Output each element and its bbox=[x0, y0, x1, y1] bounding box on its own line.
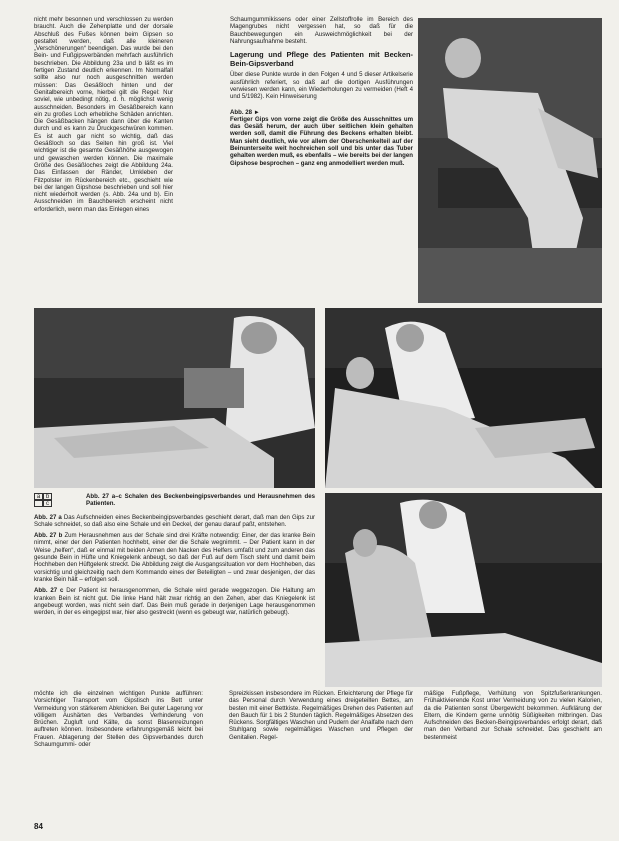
figure-27a-label: Abb. 27 a bbox=[34, 513, 62, 521]
text-column-bottom-3 bbox=[424, 690, 602, 812]
photo-fig-27b bbox=[325, 308, 602, 488]
figure-27-title: Abb. 27 a–c Schalen des Beckenbeingipsverbandes und Herausnehmen des Patienten. bbox=[86, 493, 315, 508]
figure-27c-label: Abb. 27 c bbox=[34, 587, 64, 595]
photo-fig-28 bbox=[418, 18, 602, 303]
figure-position-key bbox=[34, 493, 52, 507]
key-cell-c: c bbox=[43, 500, 52, 507]
body-paragraph: nicht mehr besonnen und verschlossen zu werden braucht. Auch die Zehenplatte und der dorsale Abschluß des Fußes können beim Gipsen so gestaltet werden, daß alle kleineren „Verschönerungen“ beendigen. Das wurde bei den Bein- und Fußgipsverbänden mehrfach ausführlich beschrieben. Die Abbildung 23a und b läßt es im fertigen Zustand deutlich erkennen. Im Normalfall sollte also nur noch ausgeschnitten werden müssen: Das Gesäßloch hinten und der Genitalbereich vorne, hierbei gilt die Regel: Nur soviel, wie unbedingt nötig, d. h. möglichst wenig ausschneiden. Besonders im Gesäßbereich kann ein zu großes Loch erhebliche Schäden anrichten. Die Gesäßbacken hängen dann über die Kanten durch und es kann zu Druckgeschwüren kommen. Es ist auch gar nicht so wichtig, daß das Gesäßloch so das Seiten hin groß ist. Viel wichtiger ist die gesamte Gesäßhöhe ausgewogen und gewaschen werden können. Die maximale Größe des Gesäßloches zeigt die Abbildung 24a. Das Einfassen der Ränder, Umkleben der Filzpolster im Rückenbereich etc., geschieht wie bei der langen Gipshose beschrieben und soll hier nicht wiederholt werden (s. Abb. 24a und b). Ein Ausschneiden im Bauchbereich erscheint nicht erforderlich, wenn man das Einlegen eines bbox=[34, 16, 173, 213]
figure-27b-caption: Zum Herausnehmen aus der Schale sind drei Kräfte notwendig: Einer, der das kranke Bein nimmt, einer der den Patienten hochhebt, einer der die Schale wegnimmt. – Der Patient kann in der Weise „helfen“, daß er einmal mit beiden Armen den Nacken des Helfers umfaßt und zum anderen das gesunde Bein in Hüfte und Kniegelenk anbeugt, so daß der Fuß auf dem Tisch steht und damit beim Hochheben den Hüftgelenk streckt. Die Abbildung zeigt die Ausgangssituation vor dem Hochheben, das vorsichtig und gleichzeitig nach dem Kommando eines der Beteiligten – und zwar desjenigen, der das kranke Bein hält – erfolgen soll. bbox=[34, 532, 315, 583]
body-paragraph: mäßige Fußpflege, Verhütung von Spitzfußerkrankungen. Frühaktivierende Kost unter Vermeidung von zu vielen Kalorien, da die Patienten sonst Übergewicht bekommen. Aufklärung der Eltern, die Kindern gerne unnötig Süßigkeiten mitbringen. Das Aufschneiden des Becken-Beingipsverbandes erfolgt derart, daß man den Verband zur Schale schneidet. Das geschieht am bestenmeist bbox=[424, 690, 602, 741]
figure-label: Abb. 28 ► bbox=[230, 108, 260, 116]
photo-fig-27a bbox=[34, 308, 315, 488]
figure-caption: Fertiger Gips von vorne zeigt die Größe des Ausschnittes um das Gesäß herum, der auch über seitlichen klein gehalten werden soll, damit die Führung des Beckens erhalten bleibt. Man sieht deutlich, wie vor allem der Oberschenkelteil auf der Beinunterseite weit hochreichen soll und bis unter das Tuber gehalten werden muß, es ebenfalls – wie bereits bei der langen Gipshose besprochen – ganz eng anmodelliert werden muß. bbox=[230, 115, 413, 167]
photo-fig-27c bbox=[325, 493, 602, 687]
body-paragraph: Spreizkissen insbesondere im Rücken. Erleichterung der Pflege für das Personal durch Verwendung eines dreigeteilten Bettes, am besten mit einer Bettkiste. Regelmäßiges Drehen des Patienten auf den Bauch für 1 bis 2 Stunden täglich. Regelmäßiges Absetzen des Rückens. Sorgfältiges Waschen und Pudern der Analfalte nach dem Stuhlgang sowie regelmäßiges Waschen und Pflegen der Genitalien. Regel- bbox=[229, 690, 413, 741]
section-heading: Lagerung und Pflege des Patienten mit Becken-Bein-Gipsverband bbox=[230, 50, 413, 68]
text-column-bottom-2 bbox=[229, 690, 413, 812]
figure-27c-caption: Der Patient ist herausgenommen, die Schale wird gerade weggezogen. Die Haltung am kranken Bein ist nicht gut. Die linke Hand hält zwar richtig an den Zehen, aber das Kniegelenk ist angebeugt worden, was nicht sein darf. Das Bein muß gerade in derjenigen Lage herausgenommen werden, in der es eingegipst war, hier also gestreckt (wenn es gebeugt war, natürlich gebeugt). bbox=[34, 587, 315, 617]
body-paragraph: Über diese Punkte wurde in den Folgen 4 und 5 dieser Artikelserie ausführlich referiert, so daß auf die dortigen Ausführungen verwiesen werden kann, ein Wiederholungen zu vermeiden (Heft 4 und 5/1982). Kein Hinweiserung bbox=[230, 71, 413, 101]
figure-27-caption-block bbox=[34, 493, 315, 698]
figure-27-title-row bbox=[34, 493, 315, 508]
text-column-top-middle bbox=[230, 16, 413, 302]
key-cell-a: a bbox=[34, 493, 43, 500]
page-number: 84 bbox=[34, 822, 43, 831]
figure-27a-caption: Das Aufschneiden eines Beckenbeingipsverbandes geschieht derart, daß man den Gips zur Schale schneidet, so daß also eine Schale und ein Deckel, der genau darauf paßt, entstehen. bbox=[34, 513, 315, 528]
body-paragraph: Schaumgummikissens oder einer Zellstoffrolle im Bereich des Magengrubes nicht vergessen hat, so daß für die Bauchbewegungen ein Ausweichmöglichkeit bei der Nahrungsaufnahme besteht. bbox=[230, 16, 413, 45]
body-paragraph: möchte ich die einzelnen wichtigen Punkte aufführen: Vorsichtiger Transport vom Gipstisch ins Bett unter Vermeidung von stärkerem Abknicken. Bei guter Lagerung vor völligem Aushärten des Verbandes Verhinderung von Brüchen. Zugluft und Kälte, da sonst Blasenreizungen auftreten können. Insbesondere erfahrungsgemäß leicht bei Frauen. Ablagerung der Stellen des Gipsverbandes durch Schaumgummi- oder bbox=[34, 690, 203, 749]
text-column-top-left bbox=[34, 16, 173, 302]
key-cell-b: b bbox=[43, 493, 52, 500]
text-column-bottom-1 bbox=[34, 690, 203, 812]
key-cell-empty bbox=[34, 500, 43, 507]
figure-27b-label: Abb. 27 b bbox=[34, 532, 63, 540]
